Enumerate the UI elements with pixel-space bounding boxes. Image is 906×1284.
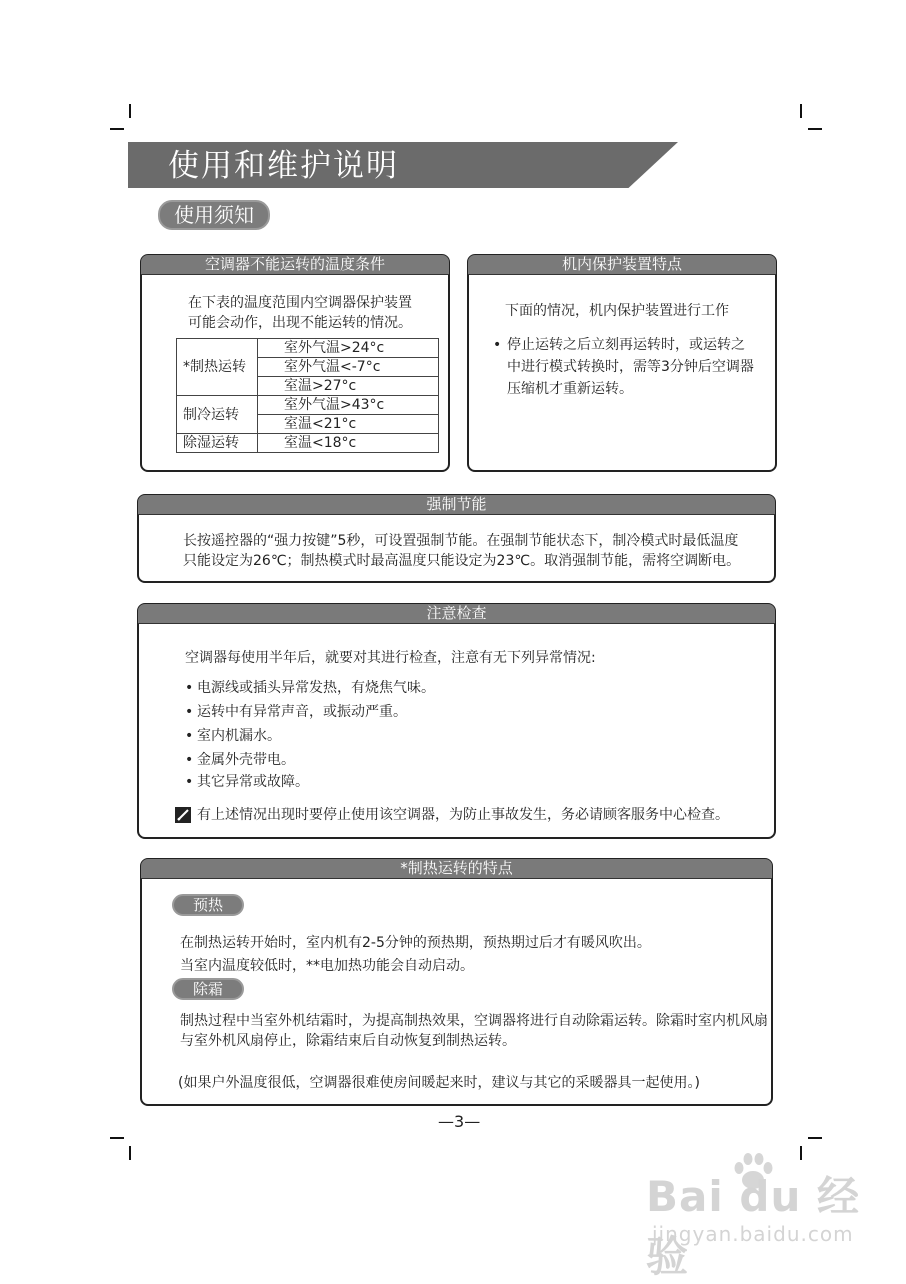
page-number: —3— [438, 1112, 481, 1131]
intro-text: 下面的情况，机内保护装置进行工作 [505, 303, 729, 319]
preheat-label: 预热 [172, 894, 244, 916]
temp-conditions-table [176, 338, 439, 453]
watermark-brand: Bai du 经验 [646, 1172, 860, 1281]
bullet-line: 其它异常或故障。 [197, 774, 309, 790]
box-title: 空调器不能运转的温度条件 [141, 255, 449, 275]
mode-cell: 制冷运转 [177, 396, 258, 434]
table-row [177, 396, 439, 415]
intro-line: 在下表的温度范围内空调器保护装置 [188, 295, 412, 311]
mode-cell: *制热运转 [177, 339, 258, 396]
force-energy-box [137, 494, 776, 583]
condition-cell: 室温>27°c [258, 377, 439, 396]
table-row [177, 434, 439, 453]
crop-mark [110, 128, 124, 130]
warning-icon [175, 807, 191, 823]
bullet-dot: • [493, 337, 502, 353]
condition-cell: 室温<18°c [258, 434, 439, 453]
bullet-dot: • [185, 774, 194, 790]
note-text: (如果户外温度很低，空调器很难使房间暖起来时，建议与其它的采暖器具一起使用。) [178, 1075, 700, 1091]
bullet-line: 运转中有异常声音，或振动严重。 [197, 704, 407, 720]
warning-text: 有上述情况出现时要停止使用该空调器，为防止事故发生，务必请顾客服务中心检查。 [197, 807, 729, 823]
preheat-line: 当室内温度较低时，**电加热功能会自动启动。 [180, 958, 474, 974]
crop-mark [110, 1137, 124, 1139]
box-title: *制热运转的特点 [141, 859, 772, 879]
check-box [137, 603, 776, 839]
crop-mark [808, 1137, 822, 1139]
table-row [177, 339, 439, 358]
defrost-label: 除霜 [172, 978, 244, 1000]
page-number-value: 3 [454, 1112, 465, 1131]
protection-box [467, 254, 777, 472]
box-title: 机内保护装置特点 [468, 255, 776, 275]
bullet-line: 停止运转之后立刻再运转时，或运转之 [507, 337, 745, 353]
intro-text: 空调器每使用半年后，就要对其进行检查，注意有无下列异常情况: [185, 650, 596, 666]
crop-mark [129, 104, 131, 118]
section-subtitle: 使用须知 [158, 200, 270, 230]
bullet-line: 压缩机才重新运转。 [507, 381, 633, 397]
intro-line: 可能会动作，出现不能运转的情况。 [188, 315, 412, 331]
baidu-watermark [646, 1150, 866, 1281]
body-line: 长按遥控器的“强力按键”5秒，可设置强制节能。在强制节能状态下，制冷模式时最低温度 [183, 533, 739, 549]
crop-mark [129, 1146, 131, 1160]
bullet-line: 室内机漏水。 [197, 728, 281, 744]
condition-cell: 室外气温>24°c [258, 339, 439, 358]
body-line: 只能设定为26℃；制热模式时最高温度只能设定为23℃。取消强制节能，需将空调断电。 [183, 553, 741, 569]
temp-conditions-box [140, 254, 450, 472]
bullet-line: 中进行模式转换时，需等3分钟后空调器 [507, 359, 754, 375]
mode-cell: 除湿运转 [177, 434, 258, 453]
condition-cell: 室外气温<-7°c [258, 358, 439, 377]
condition-cell: 室外气温>43°c [258, 396, 439, 415]
heating-box [140, 858, 773, 1106]
defrost-line: 与室外机风扇停止，除霜结束后自动恢复到制热运转。 [180, 1033, 516, 1049]
preheat-line: 在制热运转开始时，室内机有2-5分钟的预热期，预热期过后才有暖风吹出。 [180, 935, 651, 951]
crop-mark [808, 128, 822, 130]
defrost-line: 制热过程中当室外机结霜时，为提高制热效果，空调器将进行自动除霜运转。除霜时室内机风扇 [180, 1013, 768, 1029]
crop-mark [800, 104, 802, 118]
box-title: 注意检查 [138, 604, 775, 624]
watermark-url: jingyan.baidu.com [652, 1222, 854, 1246]
page-title: 使用和维护说明 [168, 148, 399, 184]
bullet-line: 电源线或插头异常发热，有烧焦气味。 [197, 680, 435, 696]
bullet-dot: • [185, 728, 194, 744]
bullet-line: 金属外壳带电。 [197, 752, 295, 768]
condition-cell: 室温<21°c [258, 415, 439, 434]
bullet-dot: • [185, 752, 194, 768]
box-title: 强制节能 [138, 495, 775, 515]
bullet-dot: • [185, 704, 194, 720]
bullet-dot: • [185, 680, 194, 696]
